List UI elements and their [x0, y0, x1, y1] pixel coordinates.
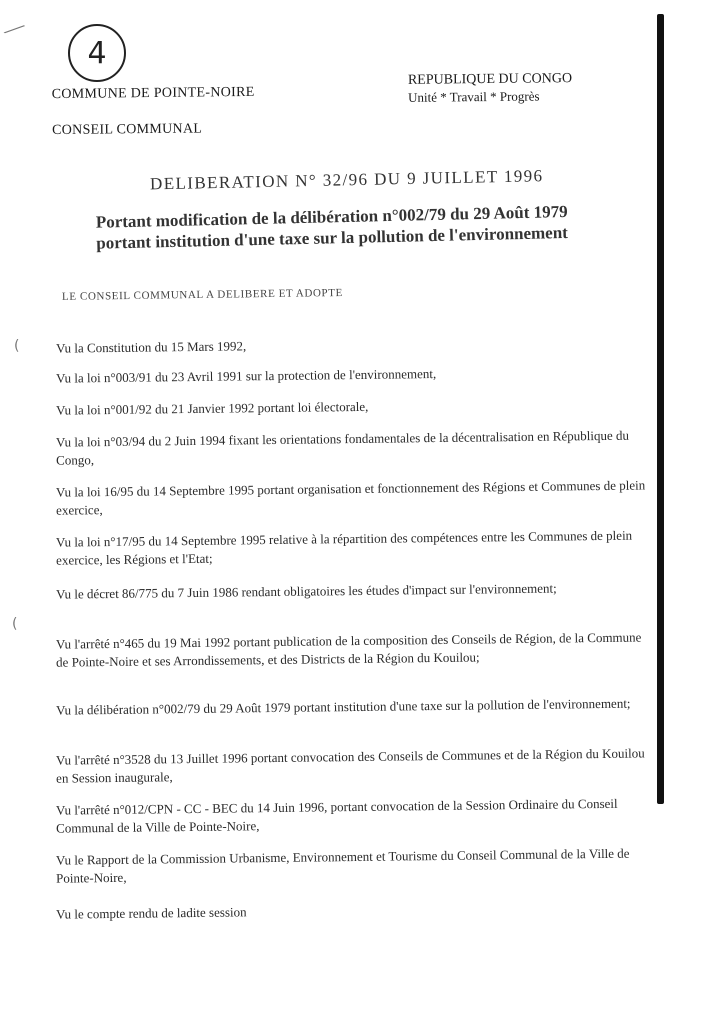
hole-punch-mark: ( — [14, 338, 20, 354]
issuer-header — [52, 85, 256, 159]
country-header — [408, 71, 572, 106]
document-subtitle — [96, 200, 597, 253]
clause-item: Vu la loi n°001/92 du 21 Janvier 1992 portant loi électorale, — [55, 398, 369, 418]
clause-item: Vu l'arrêté n°465 du 19 Mai 1992 portant publication de la composition des Conseils de Région, de la Commune de Pointe-Noire et ses Arrondissements, et des Districts de la Région du Kouilou; — [55, 629, 642, 670]
country-motto: Unité * Travail * Progrès — [408, 88, 540, 105]
scan-edge-bar — [657, 14, 664, 804]
clause-item: Vu la loi n°003/91 du 23 Avril 1991 sur la protection de l'environnement, — [55, 366, 437, 386]
clause-item: Vu le décret 86/775 du 7 Juin 1986 rendant obligatoires les études d'impact sur l'environnement; — [55, 580, 557, 602]
country-name: REPUBLIQUE DU CONGO — [407, 71, 573, 88]
clause-item: Vu l'arrêté n°3528 du 13 Juillet 1996 portant convocation des Conseils de Communes et de la Région du Kouilou en Session inaugurale, — [55, 745, 645, 786]
document-title: DELIBERATION N° 32/96 DU 9 JUILLET 1996 — [149, 166, 544, 194]
clause-item: Vu la délibération n°002/79 du 29 Août 1979 portant institution d'une taxe sur la pollution de l'environnement; — [55, 695, 631, 718]
clause-item: Vu le compte rendu de ladite session — [55, 904, 247, 922]
page-number-text: 4 — [87, 35, 107, 71]
clause-item: Vu l'arrêté n°012/CPN - CC - BEC du 14 Juin 1996, portant convocation de la Session Ordinaire du Conseil Communal de la Ville de Pointe-Noire, — [55, 795, 618, 836]
clause-item: Vu la loi n°17/95 du 14 Septembre 1995 relative à la répartition des compétences entre les Communes de plein exercice, les Régions et l'Etat; — [55, 527, 633, 568]
clause-item: Vu la Constitution du 15 Mars 1992, — [55, 338, 247, 356]
clause-item: Vu la loi 16/95 du 14 Septembre 1995 portant organisation et fonctionnement des Régions et Communes de plein exercice, — [55, 477, 646, 518]
handwritten-page-number — [68, 24, 126, 82]
corner-scribble-mark: ⟋ — [0, 15, 27, 46]
clause-item: Vu la loi n°03/94 du 2 Juin 1994 fixant les orientations fondamentales de la décentralisation en République du Congo, — [55, 427, 630, 468]
commune-name: COMMUNE DE POINTE-NOIRE — [51, 84, 255, 103]
council-name: CONSEIL COMMUNAL — [52, 121, 203, 139]
adoption-statement: LE CONSEIL COMMUNAL A DELIBERE ET ADOPTE — [61, 287, 343, 303]
subtitle-line-2: portant institution d'une taxe sur la pollution de l'environnement — [96, 222, 569, 253]
subtitle-line-1: Portant modification de la délibération n°002/79 du 29 Août 1979 — [95, 201, 568, 232]
hole-punch-mark: ( — [12, 616, 18, 632]
clause-item: Vu le Rapport de la Commission Urbanisme, Environnement et Tourisme du Conseil Communal de la Ville de Pointe-Noire, — [55, 845, 630, 886]
